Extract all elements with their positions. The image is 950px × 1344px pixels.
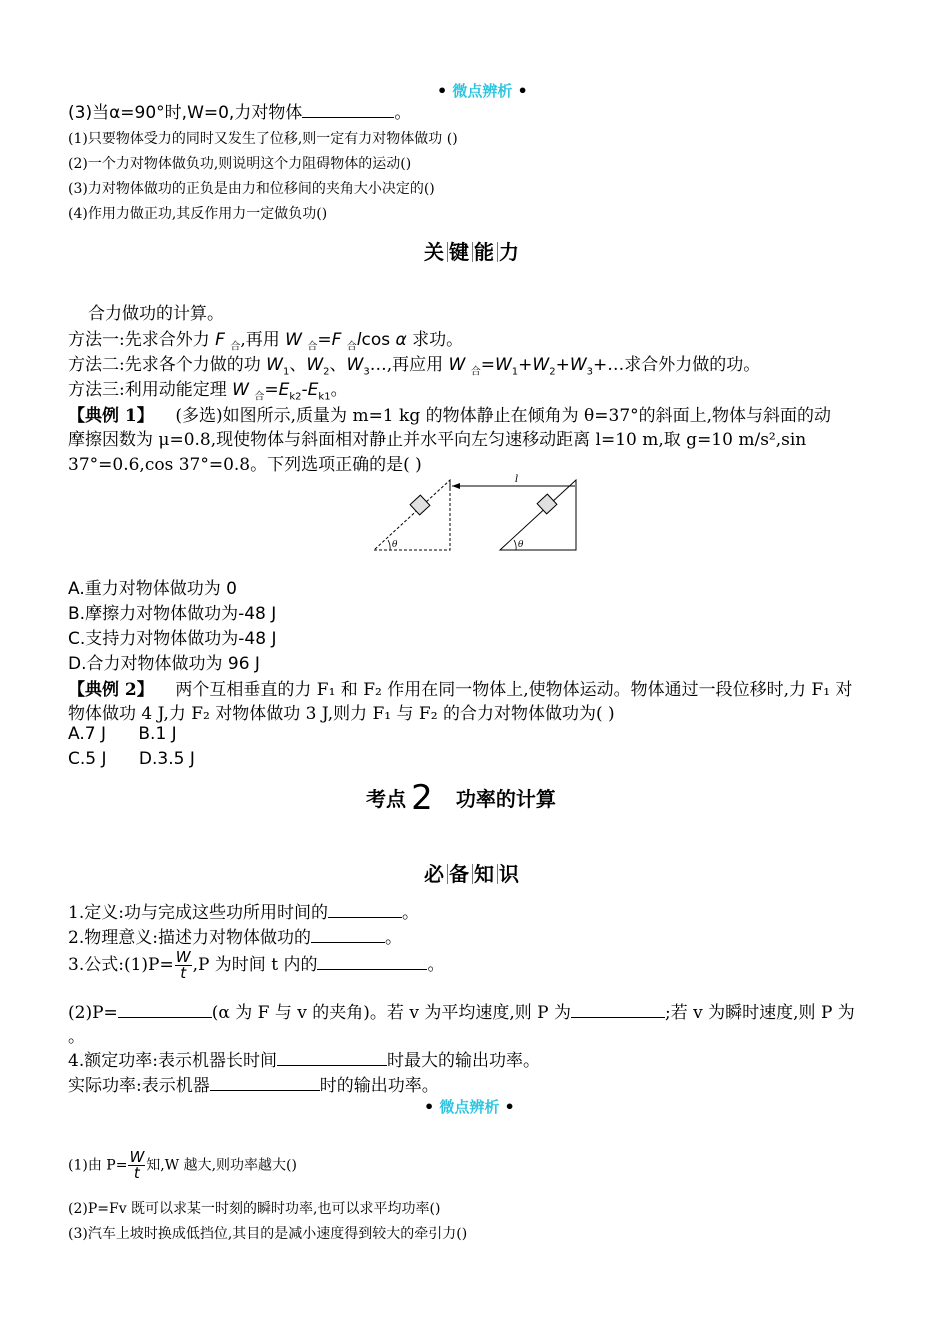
blank [277,1050,387,1066]
judge-item-2: (2)一个力对物体做负功,则说明这个力阻碍物体的运动() [68,156,412,172]
judge2-item-2: (2)P=Fv 既可以求某一时刻的瞬时功率,也可以求平均功率() [68,1201,441,1217]
example1-line2: 摩擦因数为 μ=0.8,现使物体与斜面相对静止并水平向左匀速移动距离 l=10 m,取 g=10 m/s²,sin [68,430,807,450]
example1-line3: 37°=0.6,cos 37°=0.8。下列选项正确的是( ) [68,455,422,475]
theta-right: θ [518,540,524,550]
judge2-item-3: (3)汽车上坡时换成低挡位,其目的是减小速度得到较大的牵引力() [68,1226,468,1242]
kaodian-2-heading: 考点 2 功率的计算 [366,778,556,818]
example2-line1: 【典例 2】 两个互相垂直的力 F₁ 和 F₂ 作用在同一物体上,使物体运动。物体通过一段位移时,力 F₁ 对 [68,680,853,700]
knowledge-meaning: 2.物理意义:描述力对物体做功的 。 [68,928,402,948]
block-left [410,495,430,515]
weidian-header-1: • 微点辨析 • [437,81,528,100]
key-ability-heading: 关 键 能 力 [424,240,521,264]
example1-option-b: B.摩擦力对物体做功为-48 J [68,604,277,624]
example1-option-c: C.支持力对物体做功为-48 J [68,629,277,649]
judge-item-1: (1)只要物体受力的同时又发生了位移,则一定有力对物体做功 () [68,131,458,147]
example2-options-row1: A.7 J B.1 J [68,724,177,744]
knowledge-definition: 1.定义:功与完成这些功所用时间的 。 [68,903,419,923]
example2-line2: 物体做功 4 J,力 F₂ 对物体做功 3 J,则力 F₁ 与 F₂ 的合力对物体做功为( ) [68,704,615,724]
weidian-label: 微点辨析 [439,1098,500,1116]
knowledge-formula-2-end: 。 [68,1027,85,1047]
judge-item-4: (4)作用力做正功,其反作用力一定做负功() [68,206,328,222]
method-2: 方法二:先求各个力做的功 $W_1$、$W_2$、$W_3\dots$,再应用 W $_合=W_1+W_2+W_3+\dots$求合外力做的功。 [68,355,761,378]
knowledge-heading: 必 备 知 识 [424,862,521,886]
incline-dashed [374,480,450,550]
example1-line1: 【典例 1】 (多选)如图所示,质量为 m=1 kg 的物体静止在倾角为 θ=37°的斜面上,物体与斜面的动 [68,406,832,426]
incline-solid [500,480,576,550]
knowledge-formula-1: 3.公式:(1)P= $\frac{W}{t}$ ,P 为时间 t 内的 。 [68,948,445,982]
item3-alpha90: (3)当α=90°时,W=0,力对物体 。 [68,103,412,123]
blank [311,927,385,943]
weidian-header-2: • 微点辨析 • [424,1097,515,1116]
judge2-item-1: (1)由 P= $\frac{W}{t}$ 知,W 越大,则功率越大() [68,1148,297,1182]
method-1: 方法一:先求合外力 F $_合$,再用 W $_合$=F $_合$lcos α 求功。 [68,330,464,353]
label-l: l [515,474,519,485]
knowledge-actual-power: 实际功率:表示机器 时的输出功率。 [68,1076,439,1096]
key-ability-intro: 合力做功的计算。 [88,304,224,324]
theta-left: θ [392,540,398,550]
knowledge-rated-power: 4.额定功率:表示机器长时间 时最大的输出功率。 [68,1051,540,1071]
blank [118,1002,212,1018]
knowledge-formula-2: (2)P= (α 为 F 与 v 的夹角)。若 v 为平均速度,则 P 为 ;若 v 为瞬时速度,则 P 为 [68,1003,855,1023]
judge-item-3: (3)力对物体做功的正负是由力和位移间的夹角大小决定的() [68,181,435,197]
blank [210,1075,320,1091]
method-3: 方法三:利用动能定理 W $_合=E_{k2}-E_{k1}$。 [68,380,348,403]
blank [317,954,427,970]
example1-option-a: A.重力对物体做功为 0 [68,579,237,599]
blank [571,1002,665,1018]
block-right [537,494,557,514]
blank [302,102,394,118]
weidian-label: 微点辨析 [452,82,513,100]
example1-option-d: D.合力对物体做功为 96 J [68,654,260,674]
incline-figure [368,474,583,554]
blank [328,902,402,918]
example2-options-row2: C.5 J D.3.5 J [68,749,195,769]
